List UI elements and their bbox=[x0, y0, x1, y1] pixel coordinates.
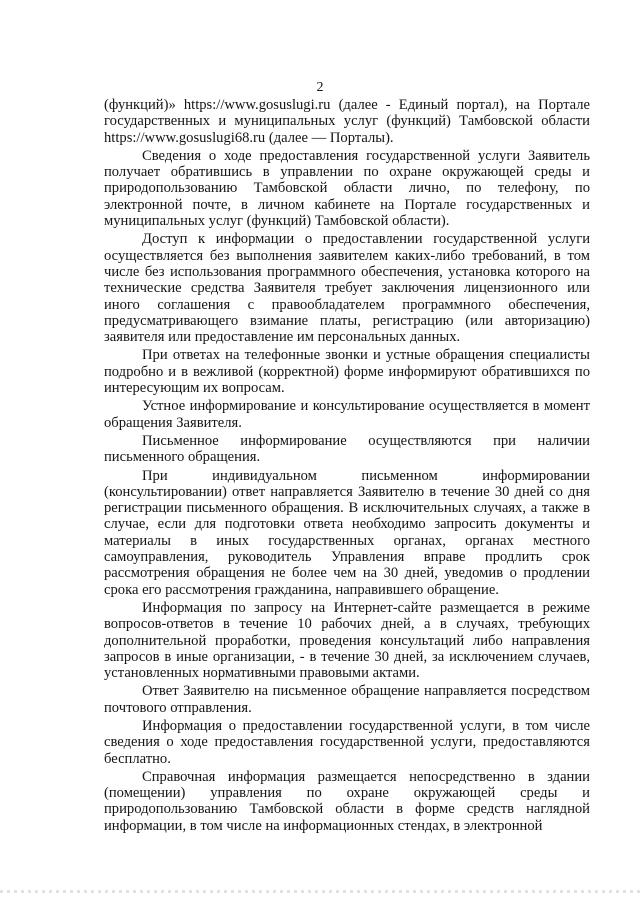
paragraph-internet-requests: Информация по запросу на Интернет-сайте размещается в режиме вопросов-ответов в течение 10 рабочих дней, а в случаях, требующих дополнительной проработки, проведения консультаций либо направления запросов в иные организации, - в течение 30 дней, за исключением случаев, установленных нормативными правовыми актами. bbox=[104, 599, 590, 682]
page-number: 2 bbox=[316, 80, 324, 95]
paragraph-phone-answers: При ответах на телефонные звонки и устные обращения специалисты подробно и в вежливой (корректной) форме информируют обратившихся по интересующим их вопросам. bbox=[104, 347, 590, 397]
paragraph-oral-information: Устное информирование и консультирование осуществляется в момент обращения Заявителя. bbox=[104, 398, 590, 431]
paragraph-reference-information: Справочная информация размещается непосредственно в здании (помещении) управления по охране окружающей среды и природопользованию Тамбовской области в форме средств наглядной информации, в том числе на информационных стендах, в электронной bbox=[104, 768, 590, 834]
paragraph-service-status: Сведения о ходе предоставления государственной услуги Заявитель получает обратившись в управлении по охране окружающей среды и природопользованию Тамбовской области лично, по телефону, по электронной почте, в личном кабинете на Портале государственных и муниципальных услуг (функций) Тамбовской области). bbox=[104, 147, 590, 230]
paragraph-postal-answer: Ответ Заявителю на письменное обращение направляется посредством почтового отправления. bbox=[104, 683, 590, 716]
paragraph-written-information: Письменное информирование осуществляются при наличии письменного обращения. bbox=[104, 432, 590, 466]
paragraph-portal-links: (функций)» https://www.gosuslugi.ru (далее - Единый портал), на Портале государственных и муниципальных услуг (функций) Тамбовской области https://www.gosuslugi68.ru (далее — Порталы). bbox=[104, 97, 590, 146]
paragraph-information-access: Доступ к информации о предоставлении государственной услуги осуществляется без выполнения заявителем каких-либо требований, в том числе без использования программного обеспечения, установка которого на технические средства Заявителя требует заключения лицензионного или иного соглашения с правообладателем программного обеспечения, предусматривающего взимание платы, регистрацию (или авторизацию) заявителя или предоставление им персональных данных. bbox=[104, 231, 590, 346]
scan-edge-artifact bbox=[0, 890, 640, 893]
document-body bbox=[104, 97, 590, 836]
paragraph-individual-consultation: При индивидуальном письменном информировании (консультировании) ответ направляется Заявителю в течение 30 дней со дня регистрации письменного обращения. В исключительных случаях, а также в случае, если для подготовки ответа необходимо запросить документы и материалы в иных государственных органах, органах местного самоуправления, руководитель Управления вправе продлить срок рассмотрения обращения не более чем на 30 дней, уведомив о продлении срока его рассмотрения гражданина, направившего обращение. bbox=[104, 467, 590, 598]
paragraph-free-of-charge: Информация о предоставлении государственной услуги, в том числе сведения о ходе предоставления государственной услуги, предоставляются бесплатно. bbox=[104, 717, 590, 767]
